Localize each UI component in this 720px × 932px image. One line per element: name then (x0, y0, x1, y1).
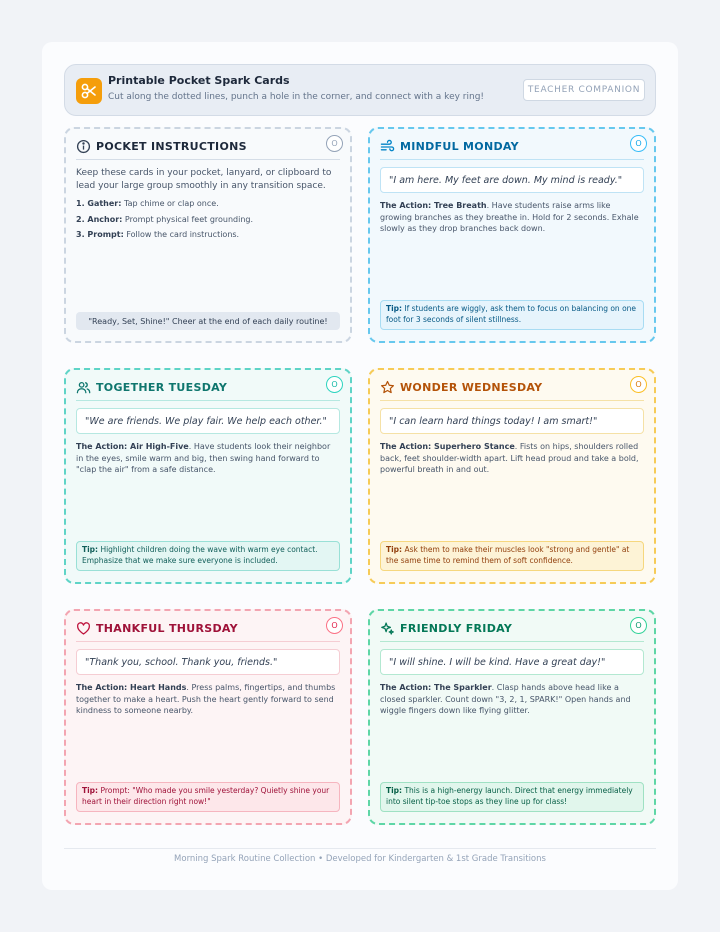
title-divider (76, 159, 340, 160)
tip-box: Tip: Highlight children doing the wave with warm eye contact. Emphasize that we make sure everyone is included. (76, 541, 340, 571)
punch-hole-marker: O (326, 376, 343, 393)
tip-box: Tip: Ask them to make their muscles look "strong and gentle" at the same time to remind them of soft confidence. (380, 541, 644, 571)
users-icon (76, 380, 91, 395)
action-description: The Action: Heart Hands. Press palms, fingertips, and thumbs together to make a heart. Push the heart gently forward to send kindness to someone nearby. (76, 683, 336, 715)
instructions-intro: Keep these cards in your pocket, lanyard, or clipboard to lead your large group smoothly in any transition space. (76, 168, 332, 191)
card-friendly-friday (368, 609, 656, 825)
affirmation-quote: "I am here. My feet are down. My mind is ready." (380, 167, 644, 193)
instruction-step: 1. Gather: Tap chime or clap once. (76, 199, 219, 208)
card-title: MINDFUL MONDAY (400, 140, 519, 153)
title-divider (380, 159, 644, 160)
punch-hole-marker: O (630, 376, 647, 393)
punch-hole-marker: O (630, 135, 647, 152)
action-description: The Action: Air High-Five. Have students look their neighbor in the eyes, smile warm and big, then swing hand forward to "clap the air" from a safe distance. (76, 442, 331, 474)
sparkles-icon (380, 621, 395, 636)
printable-sheet (42, 42, 678, 890)
card-title: TOGETHER TUESDAY (96, 381, 228, 394)
card-together-tuesday (64, 368, 352, 584)
instruction-steps (76, 199, 340, 246)
header-banner (64, 64, 656, 116)
instruction-step: 2. Anchor: Prompt physical feet grounding. (76, 214, 254, 224)
star-icon (380, 380, 395, 395)
cheer-banner: "Ready, Set, Shine!" Cheer at the end of each daily routine! (76, 312, 340, 330)
tip-box: Tip: This is a high-energy launch. Direct that energy immediately into silent tip-toe stops as they line up for class! (380, 782, 644, 812)
card-title: THANKFUL THURSDAY (96, 622, 238, 635)
affirmation-quote: "I will shine. I will be kind. Have a great day!" (380, 649, 644, 675)
action-description: The Action: The Sparkler. Clasp hands above head like a closed sparkler. Count down "3, 2, 1, SPARK!" Open hands and wiggle fingers down like flying glitter. (380, 683, 631, 715)
card-wonder-wednesday (368, 368, 656, 584)
heart-icon (76, 621, 91, 636)
title-divider (76, 641, 340, 642)
title-divider (76, 400, 340, 401)
affirmation-quote: "I can learn hard things today! I am smart!" (380, 408, 644, 434)
instruction-step: 3. Prompt: Follow the card instructions. (76, 230, 240, 239)
card-pocket-instructions (64, 127, 352, 343)
header-subtitle: Cut along the dotted lines, punch a hole in the corner, and connect with a key ring! (108, 92, 485, 102)
punch-hole-marker: O (630, 617, 647, 634)
info-icon (76, 139, 91, 154)
card-mindful-monday (368, 127, 656, 343)
action-description: The Action: Tree Breath. Have students raise arms like growing branches as they breathe in. Hold for 2 seconds. Exhale slowly as they drop branches back down. (380, 201, 639, 233)
action-description: The Action: Superhero Stance. Fists on hips, shoulders rolled back, feet shoulder-width apart. Lift head proud and take a bold, powerful breath in and out. (380, 442, 639, 474)
header-title: Printable Pocket Spark Cards (108, 74, 290, 87)
footer-credit: Morning Spark Routine Collection • Developed for Kindergarten & 1st Grade Transitions (174, 854, 546, 864)
teacher-companion-badge: TEACHER COMPANION (523, 79, 645, 101)
tip-box: Tip: If students are wiggly, ask them to focus on balancing on one foot for 3 seconds of silent stillness. (380, 300, 644, 330)
title-divider (380, 641, 644, 642)
card-thankful-thursday (64, 609, 352, 825)
card-title: FRIENDLY FRIDAY (400, 622, 513, 635)
card-title: POCKET INSTRUCTIONS (96, 140, 247, 153)
affirmation-quote: "We are friends. We play fair. We help each other." (76, 408, 340, 434)
affirmation-quote: "Thank you, school. Thank you, friends." (76, 649, 340, 675)
footer-divider (64, 848, 656, 849)
wind-icon (380, 139, 395, 154)
tip-box: Tip: Prompt: "Who made you smile yesterday? Quietly shine your heart in their direction right now!" (76, 782, 340, 812)
punch-hole-marker: O (326, 135, 343, 152)
title-divider (380, 400, 644, 401)
scissors-icon (76, 78, 102, 104)
card-title: WONDER WEDNESDAY (400, 381, 543, 394)
punch-hole-marker: O (326, 617, 343, 634)
